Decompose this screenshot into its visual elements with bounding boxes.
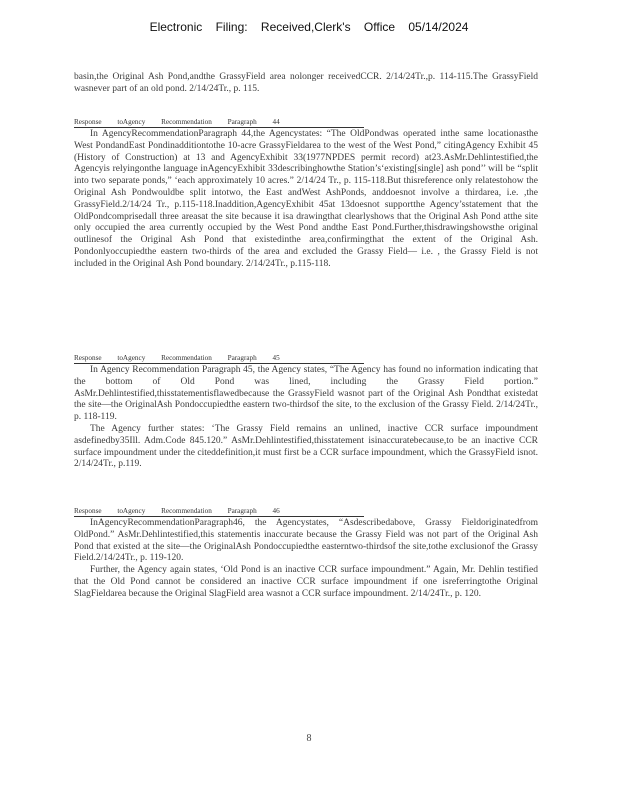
filing-header: Electronic Filing: Received,Clerk's Office 05/14/2024 <box>149 20 469 34</box>
response-heading-44: Response toAgency Recommendation Paragraph 44 <box>74 117 364 128</box>
paragraph-p46b: Further, the Agency again states, ‘Old Pond is an inactive CCR surface impoundment.” Again, Mr. Dehlin testified that the Old Pond cannot be considered an inactive CCR surface impoundment if one isreferringtothe Original SlagFieldarea because the Original SlagField area wasnot a CCR surface impoundment. 2/14/24Tr., p. 120. <box>74 565 538 599</box>
paragraph-p46a: InAgencyRecommendationParagraph46, the Agencystates, “Asdescribedabove, Grassy Fieldoriginatedfrom OldPond.” AsMr.Dehlintestified,this statementis inaccurate because the Grassy Field was not part of the Original Ash Pond that existed at the site—the OriginalAsh Pondoccupiedthe easterntwo-thirdsof the site,tothe exclusionof the Grassy Field.2/14/24Tr., p. 119-120. <box>74 518 538 564</box>
paragraph-p44: In AgencyRecommendationParagraph 44,the Agencystates: “The OldPondwas operated inthe same locationasthe West PondandEast Pondinadditiontothe 10-acre GrassyFieldarea to the west of the West Pond,” citingAgency Exhibit 45 (History of Construction) at 13 and AgencyExhibit 33(1977NPDES permit record) at23.AsMr.Dehlintestified,the Agencyis relyingonthe language inAgencyExhibit 33describinghowthe Station’s‘existing[single] ash pond’’ will be “split into two separate ponds,” ‘each approximately 10 acres.” 2/14/24 Tr., p. 115-118.But thisreference only relatestohow the Original Ash Pondwouldbe split intotwo, the East andWest AshPonds, anddoesnot involve a thirdarea, i.e. ,the GrassyField.2/14/24 Tr., p.115-118.Inaddition,AgencyExhibit 45at 13doesnot supportthe Agency’sstatement that the OldPondcomprisedall three areasat the site because it isa drawingthat clearlyshows that the Original Ash Pond atthe site only occupied the area currently occupied by the West Pond andthe East Pond.Further,thisdrawingshowsthe original outlinesof the Original Ash Pond that existedinthe area,confirmingthat the extent of the Original Ash. Pondonlyoccupiedthe eastern two-thirds of the area and excluded the Grassy Field— i.e. , the Grassy Field is not included in the Original Ash Pond boundary. 2/14/24Tr., p.115-118. <box>74 129 538 269</box>
response-heading-45: Response toAgency Recommendation Paragraph 45 <box>74 353 364 364</box>
response-heading-46: Response toAgency Recommendation Paragraph 46 <box>74 506 364 517</box>
paragraph-p45b: The Agency further states: ‘The Grassy Field remains an unlined, inactive CCR surface impoundment asdefinedby35Ill. Adm.Code 845.120.” AsMr.Dehlintestified,thisstatement isinaccuratebecause,to be an inactive CCR surface impoundment under the citeddefinition,it must first be a CCR surface impoundment, which the GrassyField isnot. 2/14/24Tr., p.119. <box>74 423 538 470</box>
section-response-46 <box>74 506 538 601</box>
section-response-44 <box>74 117 538 271</box>
paragraph-p0: basin,the Original Ash Pond,andthe GrassyField area nolonger receivedCCR. 2/14/24Tr.,p. 114-115.The GrassyField wasnever part of an old pond. 2/14/24Tr., p. 115. <box>74 72 538 94</box>
paragraph-p45a: In Agency Recommendation Paragraph 45, the Agency states, “The Agency has found no information indicating that the bottom of Old Pond was lined, including the Grassy Field portion.” AsMr.Dehlintestified,thisstatementisflawedbecause the GrassyField wasnot part of the Original Ash Pondthat existedat the site—the OriginalAsh Pondoccupiedthe eastern two-thirdsof the site, to the exclusion of the Grassy Field. 2/14/24Tr., p. 118-119. <box>74 365 538 423</box>
paragraph-continuation <box>74 72 538 96</box>
page-number: 8 <box>306 733 312 744</box>
section-response-45 <box>74 353 538 471</box>
